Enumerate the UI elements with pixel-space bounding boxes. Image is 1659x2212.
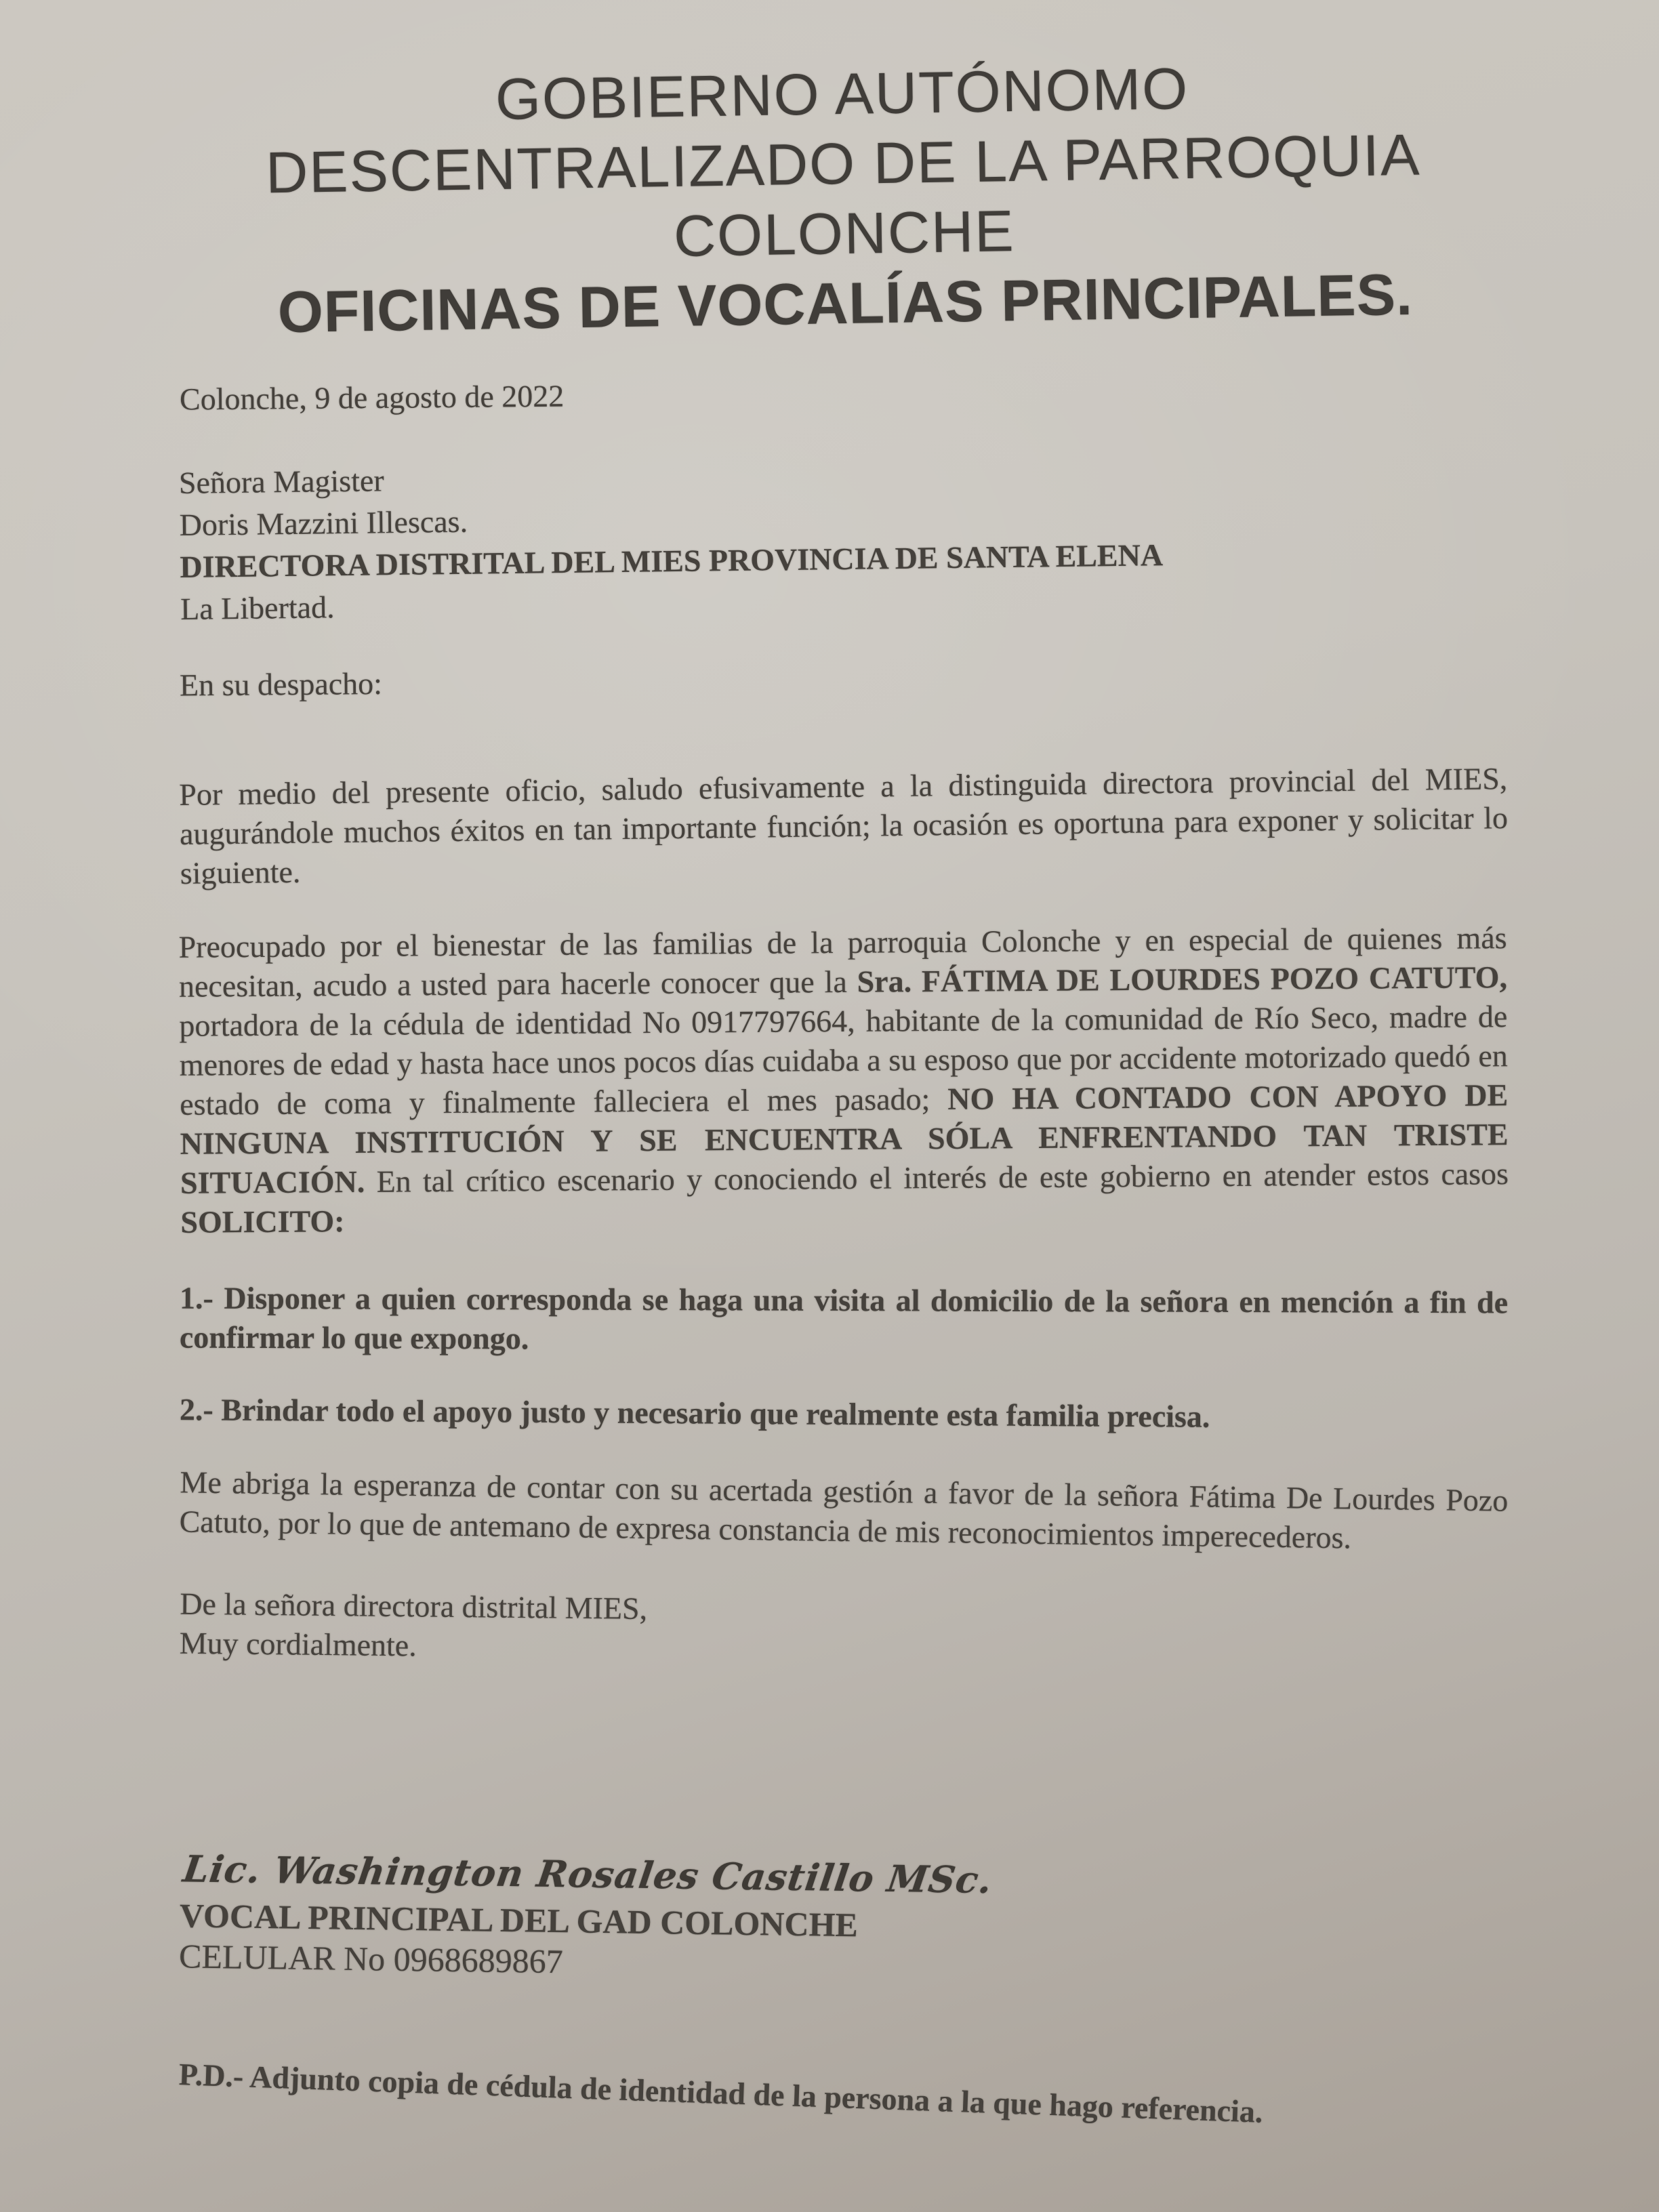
- case-name-bold: Sra. FÁTIMA DE LOURDES POZO CATUTO,: [857, 960, 1508, 999]
- case-emphasis-bold: NO HA CONTADO CON APOYO DE NINGUNA INSTITUCIÓN Y SE ENCUENTRA SÓLA ENFRENTANDO TAN TRISTE SITUACIÓN.: [180, 1078, 1509, 1200]
- postscript-line: P.D.- Adjunto copia de cédula de identidad de la persona a la que hago referencia.: [178, 2056, 1264, 2129]
- addressee-name: Doris Mazzini Illescas.: [179, 504, 468, 542]
- date-line: Colonche, 9 de agosto de 2022: [179, 378, 565, 417]
- case-text-3: En tal crítico escenario y conociendo el interés de este gobierno en atender estos casos: [365, 1156, 1509, 1199]
- header-title-line-1: GOBIERNO AUTÓNOMO: [495, 56, 1189, 133]
- addressee-position: DIRECTORA DISTRITAL DEL MIES PROVINCIA DE SANTA ELENA: [180, 537, 1164, 584]
- header-title-line-2: DESCENTRALIZADO DE LA PARROQUIA: [265, 122, 1421, 206]
- closing-line-2: Muy cordialmente.: [179, 1625, 417, 1663]
- letter-header: [178, 49, 1510, 350]
- paragraph-greeting: Por medio del presente oficio, saludo efusivamente a la distinguida directora provincial del MIES, augurándole muchos éxitos en tan importante función; la ocasión es oportuna para exponer y solicitar lo siguiente.: [179, 761, 1509, 890]
- header-title-line-3: COLONCHE: [673, 199, 1016, 269]
- closing-block: [179, 1584, 1508, 1677]
- signature-block: [179, 1842, 1509, 1994]
- paragraph-thanks: Me abriga la esperanza de contar con su acertada gestión a favor de la señora Fátima De Lourdes Pozo Catuto, por lo que de antemano de expresa constancia de mis reconocimientos imperecederos.: [179, 1465, 1509, 1555]
- salutation-line: En su despacho:: [179, 665, 383, 703]
- signature-title: VOCAL PRINCIPAL DEL GAD COLONCHE: [179, 1896, 859, 1944]
- closing-line-1: De la señora directora distrital MIES,: [180, 1586, 648, 1626]
- paragraph-case-description: [178, 918, 1509, 1242]
- request-item-1: 1.- Disponer a quien corresponda se haga una visita al domicilio de la señora en mención a fin de confirmar lo que expongo.: [179, 1280, 1509, 1356]
- addressee-block: [179, 446, 1509, 630]
- addressee-city: La Libertad.: [180, 590, 335, 626]
- addressee-salutation: Señora Magister: [178, 463, 384, 500]
- signature-phone: CELULAR No 0968689867: [178, 1937, 564, 1981]
- request-item-2: 2.- Brindar todo el apoyo justo y necesario que realmente esta familia precisa.: [179, 1392, 1210, 1434]
- case-text-1: Preocupado por el bienestar de las familias de la parroquia Colonche y en especial de quienes más necesitan, acudo a usted para hacerle conocer que la: [178, 920, 1507, 1004]
- header-subtitle: OFICINAS DE VOCALÍAS PRINCIPALES.: [277, 262, 1414, 346]
- case-text-2: portadora de la cédula de identidad No 0917797664, habitante de la comunidad de Río Seco, madre de menores de edad y hasta hace unos pocos días cuidaba a su esposo que por accidente motorizado quedó en estado de coma y finalmente falleciera el mes pasado;: [179, 999, 1508, 1122]
- solicito-bold: SOLICITO:: [180, 1204, 345, 1240]
- signature-name: Lic. Washington Rosales Castillo MSc.: [180, 1847, 996, 1902]
